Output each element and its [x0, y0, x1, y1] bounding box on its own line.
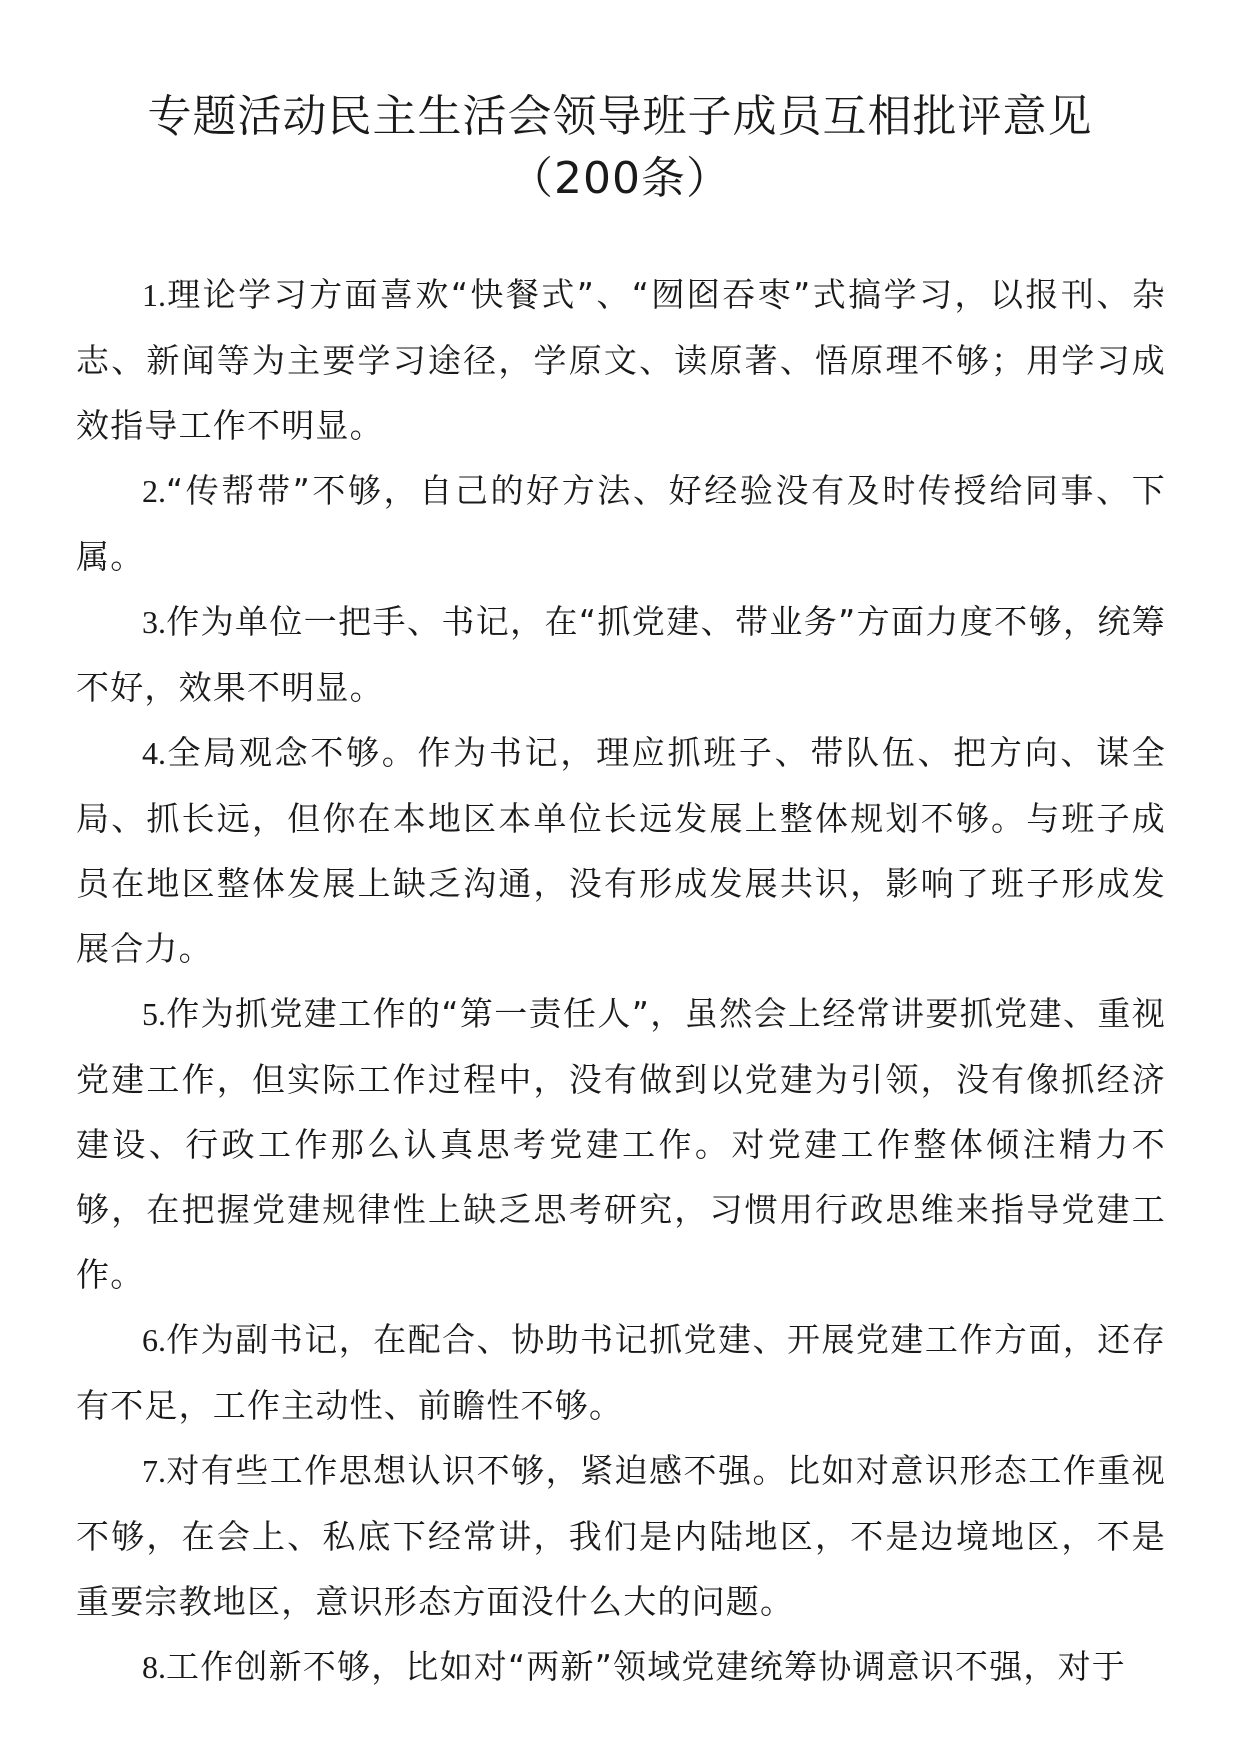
paragraph-text: 作为单位一把手、书记，在“抓党建、带业务”方面力度不够，统筹不好，效果不明显。: [76, 602, 1166, 707]
paragraph-8: [76, 1634, 1166, 1700]
paragraph-text: 理论学习方面喜欢“快餐式”、“囫囵吞枣”式搞学习，以报刊、杂志、新闻等为主要学习途径，学原文、读原著、悟原理不够；用学习成效指导工作不明显。: [76, 275, 1166, 445]
item-number: 2.: [142, 473, 166, 509]
paragraph-6: [76, 1307, 1166, 1438]
item-number: 5.: [142, 996, 166, 1032]
document-body: [76, 262, 1166, 1700]
title-line-2: （200条）: [509, 153, 731, 204]
item-number: 7.: [142, 1453, 166, 1489]
item-number: 8.: [142, 1649, 166, 1685]
paragraph-text: 作为副书记，在配合、协助书记抓党建、开展党建工作方面，还存有不足，工作主动性、前瞻性不够。: [76, 1320, 1166, 1425]
item-number: 6.: [142, 1322, 166, 1358]
item-number: 3.: [142, 604, 166, 640]
paragraph-2: [76, 458, 1166, 589]
paragraph-5: [76, 981, 1166, 1307]
paragraph-text: 对有些工作思想认识不够，紧迫感不强。比如对意识形态工作重视不够，在会上、私底下经常讲，我们是内陆地区，不是边境地区，不是重要宗教地区，意识形态方面没什么大的问题。: [76, 1451, 1166, 1621]
paragraph-text: 全局观念不够。作为书记，理应抓班子、带队伍、把方向、谋全局、抓长远，但你在本地区本单位长远发展上整体规划不够。与班子成员在地区整体发展上缺乏沟通，没有形成发展共识，影响了班子形成发展合力。: [76, 733, 1166, 968]
paragraph-text: 作为抓党建工作的“第一责任人”，虽然会上经常讲要抓党建、重视党建工作，但实际工作过程中，没有做到以党建为引领，没有像抓经济建设、行政工作那么认真思考党建工作。对党建工作整体倾注精力不够，在把握党建规律性上缺乏思考研究，习惯用行政思维来指导党建工作。: [76, 994, 1166, 1294]
paragraph-7: [76, 1438, 1166, 1634]
document-title: [0, 86, 1240, 210]
item-number: 4.: [142, 735, 166, 771]
paragraph-1: [76, 262, 1166, 458]
item-number: 1.: [142, 277, 166, 313]
paragraph-3: [76, 589, 1166, 720]
paragraph-text: “传帮带”不够，自己的好方法、好经验没有及时传授给同事、下属。: [76, 471, 1166, 576]
title-line-1: 专题活动民主生活会领导班子成员互相批评意见: [147, 91, 1093, 142]
paragraph-4: [76, 720, 1166, 981]
paragraph-text: 工作创新不够，比如对“两新”领域党建统筹协调意识不强，对于: [166, 1647, 1126, 1686]
